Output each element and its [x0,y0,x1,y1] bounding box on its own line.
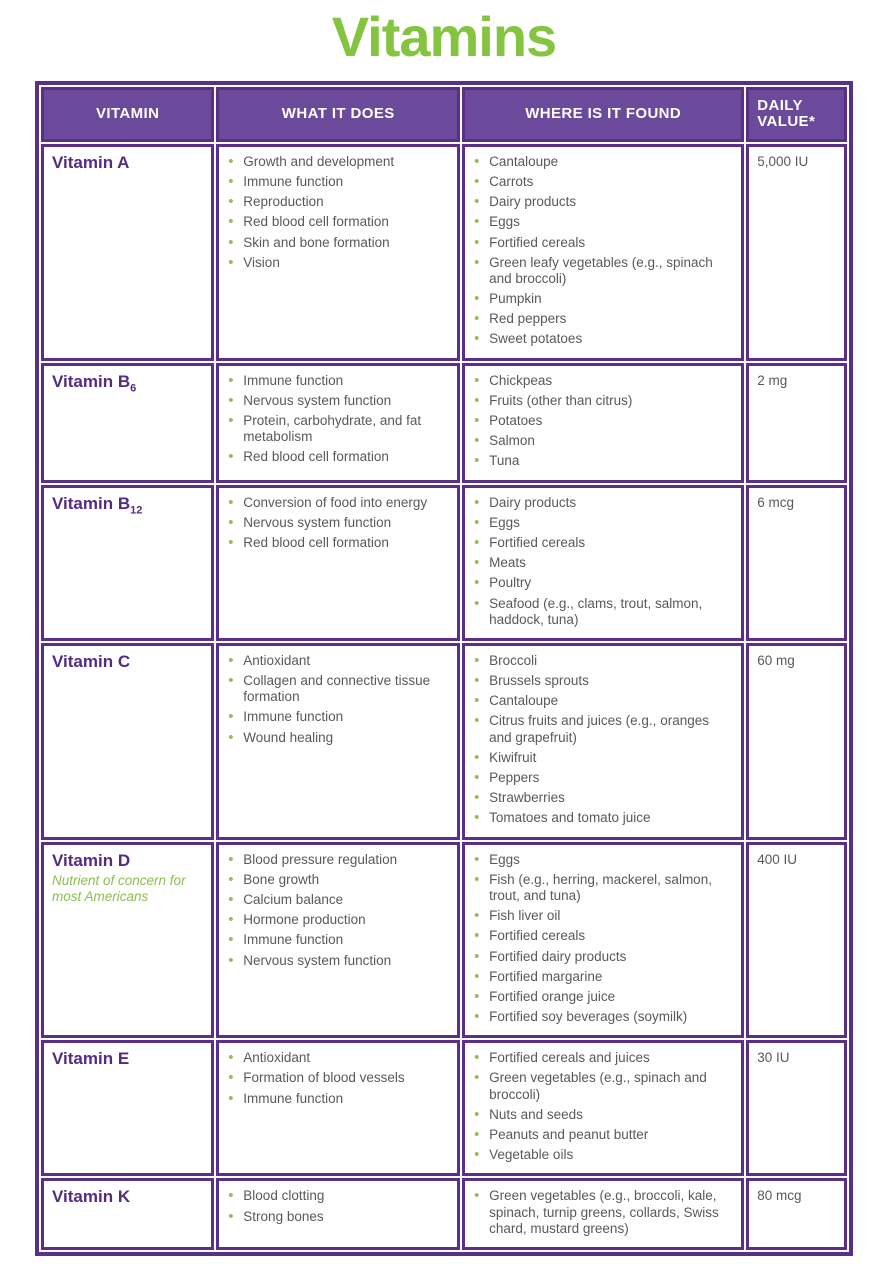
where-found-cell [462,363,744,483]
list-item: • Kiwifruit [473,750,733,766]
daily-value-cell [746,363,847,483]
list-item: • Potatoes [473,413,733,429]
list-item: • Calcium balance [227,892,449,908]
list-item: • Hormone production [227,912,449,928]
list-item: • Antioxidant [227,653,449,669]
daily-value-cell [746,643,847,840]
list-item: • Fortified orange juice [473,989,733,1005]
list-item: • Immune function [227,709,449,725]
daily-value-cell [746,1040,847,1176]
list-item: • Salmon [473,433,733,449]
list-item: • Collagen and connective tissue formation [227,673,449,705]
list-item: • Seafood (e.g., clams, trout, salmon, haddock, tuna) [473,596,733,628]
list-item: • Red blood cell formation [227,449,449,465]
what-it-does-cell [216,363,460,483]
header-daily-value: DAILY VALUE* [746,87,847,142]
where-found-cell [462,485,744,641]
daily-value: 400 IU [757,851,798,867]
list-item: • Nervous system function [227,953,449,969]
table-row [41,363,847,483]
list-item: • Vegetable oils [473,1147,733,1163]
list-item: • Citrus fruits and juices (e.g., oranges and grapefruit) [473,713,733,745]
list-item: • Protein, carbohydrate, and fat metabolism [227,413,449,445]
vitamin-cell [41,1040,214,1176]
list-item: • Fish (e.g., herring, mackerel, salmon, trout, and tuna) [473,872,733,904]
list-item: • Fortified cereals and juices [473,1050,733,1066]
daily-value-cell [746,485,847,641]
list-item: • Fortified cereals [473,928,733,944]
table-row [41,643,847,840]
list-item: • Peppers [473,770,733,786]
list-item: • Fruits (other than citrus) [473,393,733,409]
list-item: • Skin and bone formation [227,235,449,251]
where-found-list [473,154,733,348]
list-item: • Growth and development [227,154,449,170]
list-item: • Cantaloupe [473,154,733,170]
what-it-does-cell [216,842,460,1039]
where-found-cell [462,842,744,1039]
where-found-list [473,373,733,470]
daily-value: 5,000 IU [757,153,809,169]
list-item: • Dairy products [473,495,733,511]
list-item: • Carrots [473,174,733,190]
what-it-does-cell [216,1040,460,1176]
where-found-list [473,1188,733,1237]
table-header-row [41,87,847,142]
table-row [41,1040,847,1176]
list-item: • Cantaloupe [473,693,733,709]
daily-value-cell [746,842,847,1039]
header-what-it-does: WHAT IT DOES [216,87,460,142]
list-item: • Vision [227,255,449,271]
table-row [41,144,847,361]
list-item: • Immune function [227,932,449,948]
daily-value-cell [746,144,847,361]
header-where-found: WHERE IS IT FOUND [462,87,744,142]
list-item: • Eggs [473,515,733,531]
vitamin-name: Vitamin K [52,1187,131,1207]
list-item: • Brussels sprouts [473,673,733,689]
daily-value: 2 mg [757,372,788,388]
list-item: • Sweet potatoes [473,331,733,347]
list-item: • Meats [473,555,733,571]
daily-value: 6 mcg [757,494,794,510]
list-item: • Wound healing [227,730,449,746]
list-item: • Immune function [227,174,449,190]
what-it-does-cell [216,643,460,840]
where-found-list [473,495,733,628]
list-item: • Tomatoes and tomato juice [473,810,733,826]
what-it-does-list [227,653,449,746]
vitamin-name: Vitamin D [52,850,131,870]
list-item: • Fish liver oil [473,908,733,924]
what-it-does-list [227,373,449,466]
vitamin-name: Vitamin $B_{12}$ [52,493,143,516]
list-item: • Fortified cereals [473,535,733,551]
what-it-does-cell [216,144,460,361]
where-found-cell [462,1040,744,1176]
vitamin-note: Nutrient of concern for most Americans [52,873,186,905]
vitamin-cell [41,485,214,641]
list-item: • Immune function [227,1091,449,1107]
vitamin-name: Vitamin E [52,1049,130,1069]
list-item: • Green leafy vegetables (e.g., spinach and broccoli) [473,255,733,287]
daily-value: 80 mcg [757,1188,802,1204]
list-item: • Nervous system function [227,515,449,531]
vitamin-cell [41,363,214,483]
list-item: • Antioxidant [227,1050,449,1066]
what-it-does-list [227,1188,449,1224]
vitamin-cell [41,643,214,840]
list-item: • Eggs [473,852,733,868]
where-found-list [473,1050,733,1163]
table-row [41,1178,847,1250]
header-vitamin: VITAMIN [41,87,214,142]
what-it-does-list [227,852,449,969]
list-item: • Green vegetables (e.g., spinach and broccoli) [473,1070,733,1102]
vitamin-name: Vitamin C [52,651,131,671]
list-item: • Bone growth [227,872,449,888]
where-found-cell [462,144,744,361]
list-item: • Chickpeas [473,373,733,389]
vitamin-name: Vitamin A [52,152,130,172]
list-item: • Red blood cell formation [227,535,449,551]
daily-value-cell [746,1178,847,1250]
list-item: • Fortified dairy products [473,949,733,965]
list-item: • Fortified soy beverages (soymilk) [473,1009,733,1025]
list-item: • Broccoli [473,653,733,669]
list-item: • Strong bones [227,1209,449,1225]
page-title: Vitamins [331,5,557,68]
where-found-cell [462,1178,744,1250]
list-item: • Reproduction [227,194,449,210]
list-item: • Pumpkin [473,291,733,307]
vitamin-cell [41,1178,214,1250]
what-it-does-list [227,154,449,271]
daily-value: 60 mg [757,652,795,668]
list-item: • Blood clotting [227,1188,449,1204]
list-item: • Conversion of food into energy [227,495,449,511]
list-item: • Fortified cereals [473,235,733,251]
where-found-list [473,852,733,1026]
what-it-does-list [227,495,449,552]
list-item: • Red peppers [473,311,733,327]
list-item: • Tuna [473,453,733,469]
daily-value: 30 IU [757,1050,790,1066]
list-item: • Strawberries [473,790,733,806]
vitamin-cell [41,144,214,361]
where-found-list [473,653,733,827]
list-item: • Blood pressure regulation [227,852,449,868]
list-item: • Poultry [473,575,733,591]
list-item: • Eggs [473,214,733,230]
list-item: • Peanuts and peanut butter [473,1127,733,1143]
what-it-does-list [227,1050,449,1107]
vitamin-cell [41,842,214,1039]
table-body [41,144,847,1250]
where-found-cell [462,643,744,840]
table-row [41,485,847,641]
list-item: • Dairy products [473,194,733,210]
list-item: • Green vegetables (e.g., broccoli, kale, spinach, turnip greens, collards, Swiss chard, mustard greens) [473,1188,733,1237]
what-it-does-cell [216,1178,460,1250]
list-item: • Immune function [227,373,449,389]
list-item: • Formation of blood vessels [227,1070,449,1086]
list-item: • Red blood cell formation [227,214,449,230]
list-item: • Fortified margarine [473,969,733,985]
vitamin-name: Vitamin $B_6$ [52,371,137,395]
list-item: • Nervous system function [227,393,449,409]
list-item: • Nuts and seeds [473,1107,733,1123]
what-it-does-cell [216,485,460,641]
table-row [41,842,847,1039]
